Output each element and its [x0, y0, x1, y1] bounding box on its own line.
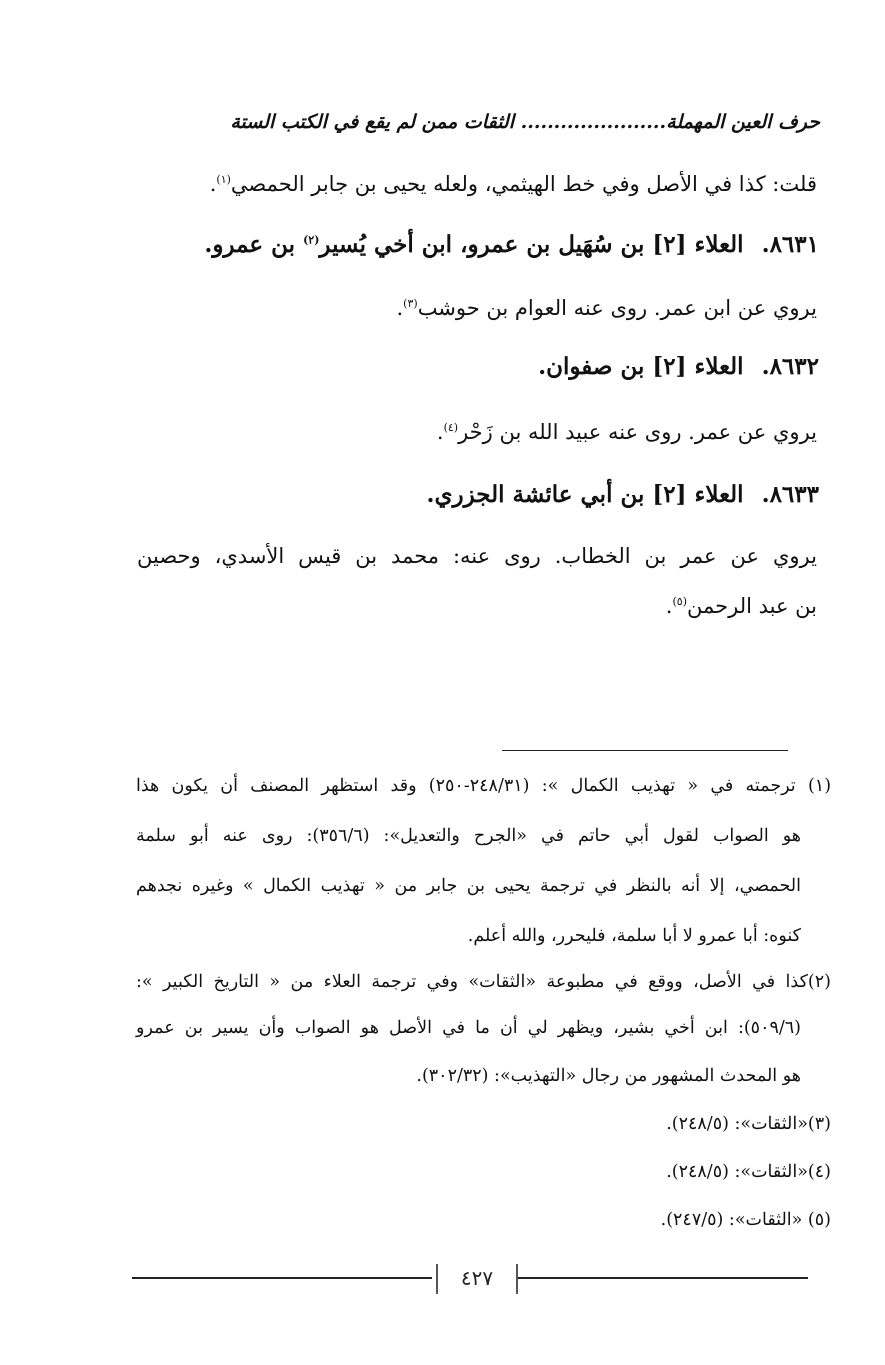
entry-text: بن عبد الرحمن$^{(٥)}$.	[665, 594, 817, 618]
footnote-line: هو المحدث المشهور من رجال «التهذيب»: (٣٠٢/٣٢).	[416, 1066, 801, 1086]
entry-line: يروي عن ابن عمر. روى عنه العوام بن حوشب	[417, 296, 817, 320]
entry-title-tail: بن عمرو.	[204, 231, 304, 258]
footnote-ref: (٣)	[403, 297, 418, 310]
entry-title: العلاء [٢] بن صفوان.	[538, 353, 744, 380]
intro-paragraph: قلت: كذا في الأصل وفي خط الهيثمي، ولعله يحيى بن جابر الحمصي$^{(١)}$.	[209, 172, 817, 196]
footnote-ref: (٥)	[672, 595, 687, 608]
entry-heading	[426, 478, 819, 512]
entry-number: ٨٦٣٢.	[761, 353, 819, 380]
footnote-line: (٢)كذا في الأصل، ووقع في مطبوعة «الثقات» وفي ترجمة العلاء من « التاريخ الكبير »:	[136, 972, 831, 992]
entry-number: ٨٦٣٣.	[761, 481, 819, 508]
footnote-line: (٥) «الثقات»: (٢٤٧/٥).	[660, 1210, 831, 1230]
footnote-line: (٥٠٩/٦): ابن أخي بشير، ويظهر لي أن ما في الأصل هو الصواب وأن يسير بن عمرو	[136, 1018, 801, 1038]
page-number: ٤٢٧	[460, 1266, 494, 1290]
footnote-ref: (٤)	[443, 421, 459, 434]
footnote-ref: (١)	[216, 173, 231, 186]
footnote-line: الحمصي، إلا أنه بالنظر في ترجمة يحيى بن جابر من « تهذيب الكمال » وغيره نجدهم	[136, 876, 801, 896]
entry-heading	[538, 350, 819, 384]
entry-title: العلاء [٢] بن سُهَيل بن عمرو، ابن أخي يُسير	[319, 231, 744, 258]
entry-number: ٨٦٣١.	[761, 231, 819, 258]
footer-rule-right	[518, 1277, 808, 1279]
intro-text: قلت: كذا في الأصل وفي خط الهيثمي، ولعله يحيى بن جابر الحمصي	[230, 172, 817, 196]
footnote-separator	[502, 750, 788, 751]
entry-line: بن عبد الرحمن	[687, 594, 817, 618]
entry-heading	[204, 228, 819, 262]
footer-rule-left	[132, 1277, 432, 1279]
entry-title: العلاء [٢] بن أبي عائشة الجزري.	[426, 481, 744, 508]
footnote-line: (٣)«الثقات»: (٢٤٨/٥).	[666, 1114, 831, 1134]
entry-line: يروي عن عمر. روى عنه عبيد الله بن زَحْر	[458, 420, 817, 444]
entry-text: يروي عن ابن عمر. روى عنه العوام بن حوشب$^{(٣)}$.	[396, 296, 817, 320]
footnote-line: هو الصواب لقول أبي حاتم في «الجرح والتعديل»: (٣٥٦/٦): روى عنه أبو سلمة	[136, 826, 801, 846]
entry-text: يروي عن عمر. روى عنه عبيد الله بن زَحْر$^{(٤)}$.	[436, 420, 817, 444]
entry-text: يروي عن عمر بن الخطاب. روى عنه: محمد بن قيس الأسدي، وحصين	[137, 544, 817, 568]
footnote-line: (١) ترجمته في « تهذيب الكمال »: (٢٤٨/٣١-٢٥٠) وقد استظهر المصنف أن يكون هذا	[136, 776, 832, 796]
footnote-ref: (٢)	[303, 233, 320, 247]
footnote-line: كنوه: أبا عمرو لا أبا سلمة، فليحرر، والله أعلم.	[467, 926, 801, 946]
running-header: حرف العين المهملة...................... الثقات ممن لم يقع في الكتب الستة	[230, 111, 820, 133]
footnote-line: (٤)«الثقات»: (٢٤٨/٥).	[666, 1162, 831, 1182]
